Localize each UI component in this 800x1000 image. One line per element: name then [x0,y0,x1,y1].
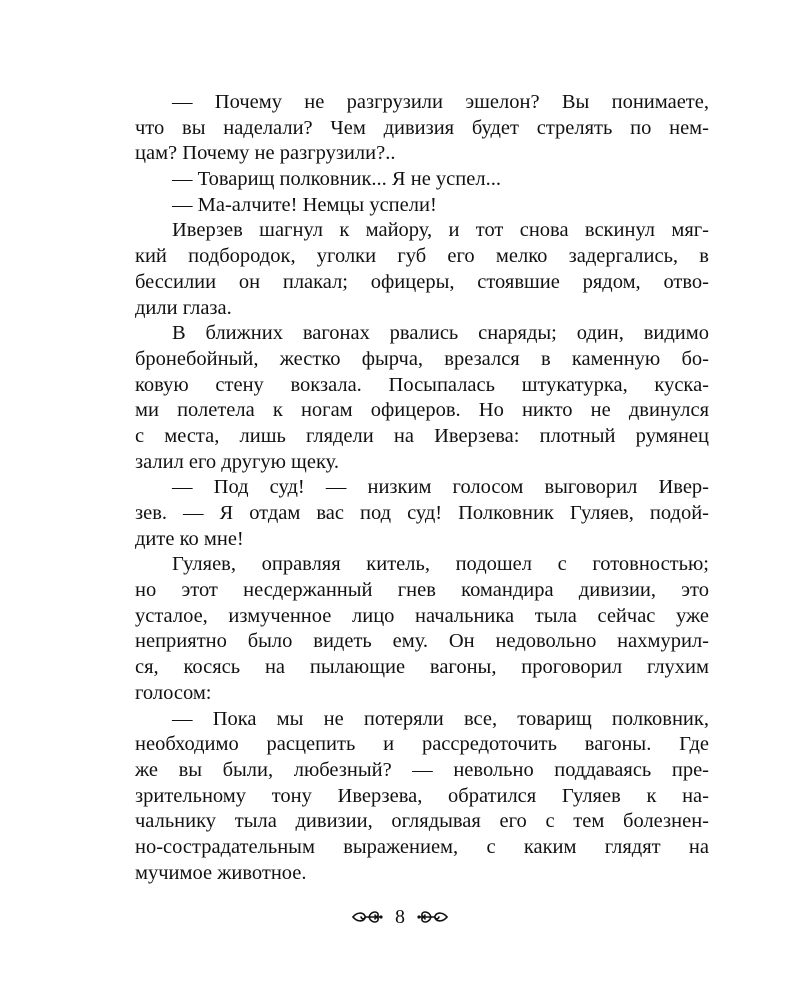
right-ornament-icon [417,906,449,928]
text-line: — Ма-алчите! Немцы успели! [172,193,437,216]
text-line: ся, косясь на пылающие вагоны, проговорил глухим [135,656,709,679]
text-line: Гуляев, оправляя китель, подошел с готовностью; [172,553,709,576]
text-line: же вы были, любезный? — невольно поддаваясь пре- [135,758,709,781]
text-line: бронебойный, жестко фырча, врезался в каменную бо- [135,347,709,370]
page-footer [0,900,800,934]
text-line: кий подбородок, уголки губ его мелко задергались, в [135,245,709,268]
text-line: ми полетела к ногам офицеров. Но никто не двинулся [135,399,709,422]
text-line: мучимое животное. [135,861,307,884]
text-line: что вы наделали? Чем дивизия будет стрелять по нем- [135,116,709,139]
text-line: залил его другую щеку. [135,450,339,473]
text-line: зев. — Я отдам вас под суд! Полковник Гуляев, подой- [135,502,709,524]
text-line: чальнику тыла дивизии, оглядывая его с тем болезнен- [135,810,709,833]
text-line: — Под суд! — низким голосом выговорил Ивер- [172,476,709,499]
text-line: дили глаза. [135,296,232,319]
text-line: голосом: [135,681,212,704]
text-line: бессилии он плакал; офицеры, стоявшие рядом, отво- [135,270,709,293]
text-line: зрительному тону Иверзева, обратился Гуляев к на- [135,784,709,807]
text-line: дите ко мне! [135,527,244,550]
text-line: В ближних вагонах рвались снаряды; один, видимо [172,322,709,345]
text-line: усталое, измученное лицо начальника тыла сейчас уже [135,604,709,627]
body-text [135,90,709,886]
page-number: 8 [395,906,405,928]
text-line: Иверзев шагнул к майору, и тот снова вскинул мяг- [172,219,709,242]
text-line: — Почему не разгрузили эшелон? Вы понимаете, [172,91,709,113]
text-line: ковую стену вокзала. Посыпалась штукатурка, куска- [135,373,709,396]
left-ornament-icon [351,906,383,928]
text-line: цам? Почему не разгрузили?.. [135,142,396,165]
text-line: необходимо расцепить и рассредоточить вагоны. Где [135,733,709,756]
text-line: но этот несдержанный гнев командира дивизии, это [135,579,709,602]
text-line: — Пока мы не потеряли все, товарищ полковник, [172,707,709,730]
text-line: с места, лишь глядели на Иверзева: плотный румянец [135,424,709,447]
text-line: но-сострадательным выражением, с каким глядят на [135,835,709,858]
text-line: — Товарищ полковник... Я не успел... [172,168,501,191]
text-line: неприятно было видеть ему. Он недовольно нахмурил- [135,630,709,653]
